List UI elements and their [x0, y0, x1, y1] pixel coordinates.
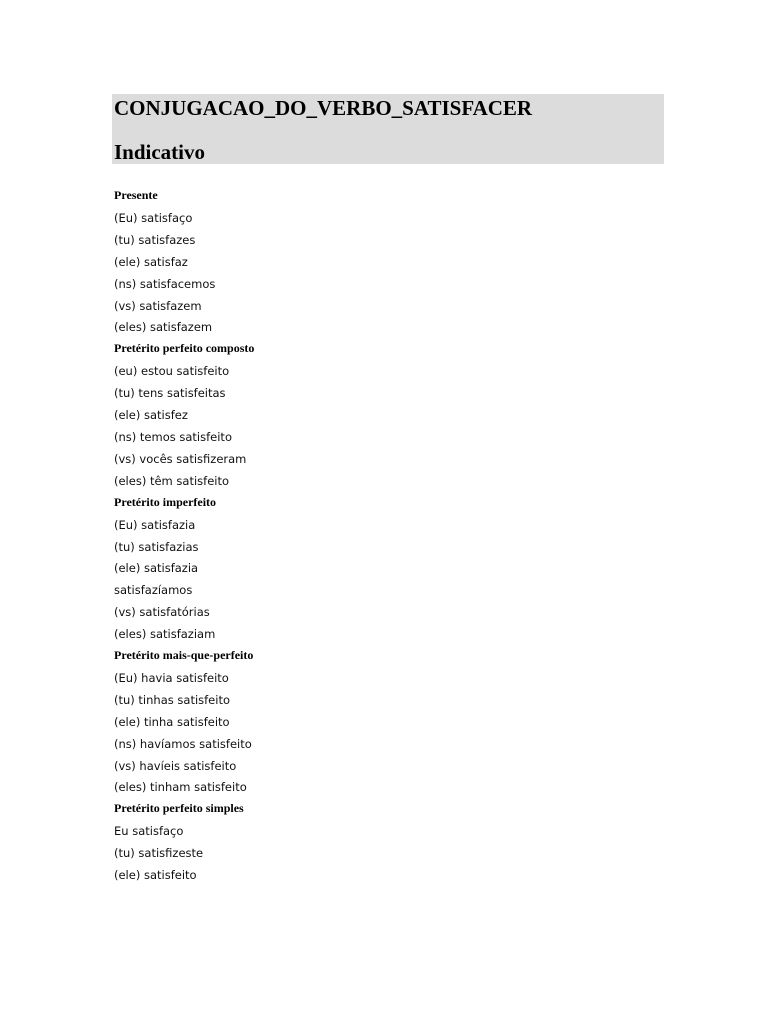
verb-form: (vs) vocês satisfizeram [114, 451, 247, 466]
verb-form: (ele) tinha satisfeito [114, 714, 230, 729]
verb-form: (eles) satisfaziam [114, 627, 216, 642]
document-title: CONJUGACAO_DO_VERBO_SATISFACER [114, 96, 533, 120]
verb-form: (tu) satisfazias [114, 539, 199, 554]
verb-form: (vs) satisfatórias [114, 605, 210, 620]
verb-form: (Eu) havia satisfeito [114, 671, 229, 686]
tense-section-preterito-perfeito-composto [114, 338, 654, 491]
verb-form: (ele) satisfeito [114, 868, 197, 883]
verb-form: (Eu) satisfazia [114, 517, 196, 532]
tense-section-preterito-imperfeito [114, 492, 654, 645]
verb-form: (vs) satisfazem [114, 298, 202, 313]
verb-form: (tu) satisfizeste [114, 846, 204, 861]
verb-form: (tu) satisfazes [114, 232, 196, 247]
tense-heading: Pretérito imperfeito [114, 494, 217, 509]
tense-section-presente [114, 185, 654, 338]
verb-form: (eu) estou satisfeito [114, 364, 230, 379]
verb-form: (ns) satisfacemos [114, 276, 216, 291]
verb-form: (eles) satisfazem [114, 320, 213, 335]
mood-heading: Indicativo [114, 140, 206, 164]
tense-heading: Presente [114, 188, 158, 202]
tense-heading: Pretérito perfeito simples [114, 801, 244, 816]
verb-form: Eu satisfaço [114, 824, 184, 839]
verb-form: (eles) têm satisfeito [114, 473, 230, 488]
conjugation-list [114, 185, 654, 886]
tense-heading: Pretérito perfeito composto [114, 341, 255, 356]
verb-form: (ns) havíamos satisfeito [114, 736, 252, 751]
verb-form: satisfazíamos [114, 583, 193, 598]
verb-form: (ele) satisfazia [114, 561, 199, 576]
verb-form: (tu) tinhas satisfeito [114, 692, 230, 707]
verb-form: (ele) satisfez [114, 408, 188, 423]
verb-form: (Eu) satisfaço [114, 211, 193, 225]
tense-heading: Pretérito mais-que-perfeito [114, 648, 254, 663]
verb-form: (ns) temos satisfeito [114, 430, 232, 445]
verb-form: (tu) tens satisfeitas [114, 386, 226, 401]
verb-form: (vs) havíeis satisfeito [114, 758, 237, 773]
verb-form: (eles) tinham satisfeito [114, 780, 247, 795]
tense-section-preterito-perfeito-simples [114, 798, 654, 886]
verb-form: (ele) satisfaz [114, 254, 188, 269]
tense-section-preterito-mais-que-perfeito [114, 645, 654, 798]
